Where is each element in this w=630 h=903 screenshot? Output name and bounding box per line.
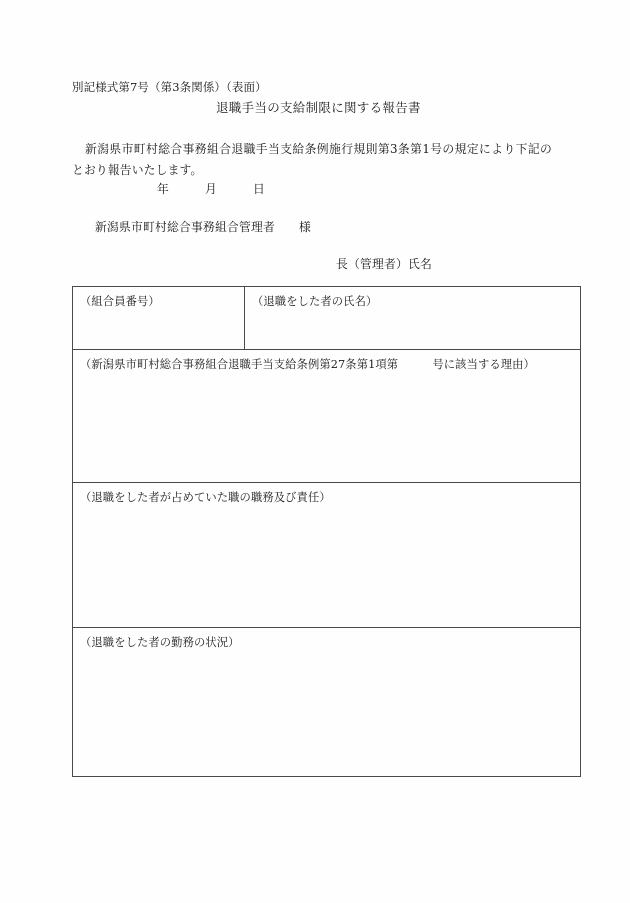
table-row xyxy=(73,287,581,350)
form-code-label: 別記様式第7号（第3条関係）（表面） xyxy=(72,80,267,94)
intro-paragraph: 新潟県市町村総合事務組合退職手当支給条例施行規則第3条第1号の規定により下記のとおり報告いたします。 xyxy=(72,142,552,177)
table-row xyxy=(73,350,581,483)
date-line: 年 月 日 xyxy=(157,182,265,196)
table-row xyxy=(73,483,581,628)
field-member-number[interactable]: （組合員番号） xyxy=(73,287,245,350)
document-title: 退職手当の支給制限に関する報告書 xyxy=(216,100,421,115)
field-reason[interactable]: （新潟県市町村総合事務組合退職手当支給条例第27条第1項第 号に該当する理由） xyxy=(73,350,581,483)
report-form-table xyxy=(72,286,581,777)
field-duties-and-responsibilities[interactable]: （退職をした者が占めていた職の職務及び責任） xyxy=(73,483,581,628)
field-service-record[interactable]: （退職をした者の勤務の状況） xyxy=(73,628,581,777)
addressee-line: 新潟県市町村総合事務組合管理者 様 xyxy=(95,220,311,234)
field-retiree-name[interactable]: （退職をした者の氏名） xyxy=(245,287,581,350)
table-row xyxy=(73,628,581,777)
signer-name-label: 長（管理者）氏名 xyxy=(336,257,432,271)
